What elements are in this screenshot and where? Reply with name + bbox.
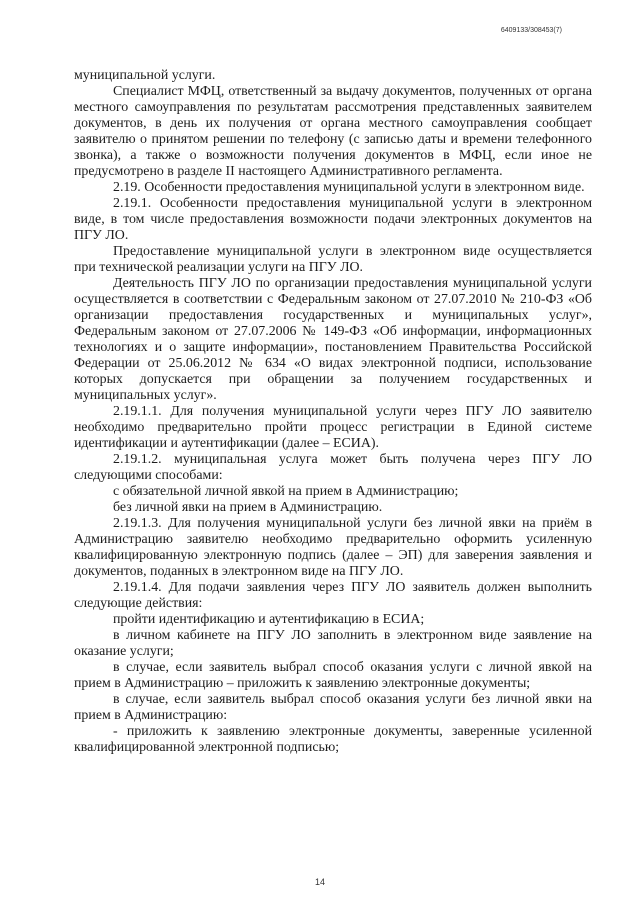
list-item: в случае, если заявитель выбрал способ оказания услуги без личной явки на прием в Администрацию: <box>74 692 592 723</box>
list-item: в личном кабинете на ПГУ ЛО заполнить в электронном виде заявление на оказание услуги; <box>74 628 592 659</box>
paragraph: 2.19.1.4. Для подачи заявления через ПГУ ЛО заявитель должен выполнить следующие действия: <box>74 580 592 611</box>
document-id: 6409133/308453(7) <box>500 27 562 34</box>
list-item: без личной явки на прием в Администрацию. <box>113 500 383 515</box>
paragraph: Предоставление муниципальной услуги в электронном виде осуществляется при технической реализации услуги на ПГУ ЛО. <box>74 244 592 275</box>
paragraph: Специалист МФЦ, ответственный за выдачу документов, полученных от органа местного самоуправления по результатам рассмотрения представленных заявителем документов, в день их получения от органа местного самоуправления сообщает заявителю о принятом решении по телефону (с записью даты и времени телефонного звонка), а также о возможности получения документов в МФЦ, если иное не предусмотрено в разделе II настоящего Административного регламента. <box>74 84 592 179</box>
paragraph: 2.19.1.2. муниципальная услуга может быть получена через ПГУ ЛО следующими способами: <box>74 452 592 483</box>
paragraph: 2.19.1.3. Для получения муниципальной услуги без личной явки на приём в Администрацию заявителю необходимо предварительно оформить усиленную квалифицированную электронную подпись (далее – ЭП) для заверения заявления и документов, поданных в электронном виде на ПГУ ЛО. <box>74 516 592 579</box>
document-body <box>74 68 592 756</box>
paragraph: Деятельность ПГУ ЛО по организации предоставления муниципальной услуги осуществляется в соответствии с Федеральным законом от 27.07.2010 № 210-ФЗ «Об организации предоставления государственных и муниципальных услуг», Федеральным законом от 27.07.2006 № 149-ФЗ «Об информации, информационных технологиях и о защите информации», постановлением Правительства Российской Федерации от 25.06.2012 № 634 «О видах электронной подписи, использование которых допускается при обращении за получением государственных и муниципальных услуг». <box>74 276 592 403</box>
list-item: в случае, если заявитель выбрал способ оказания услуги с личной явкой на прием в Администрацию – приложить к заявлению электронные документы; <box>74 660 592 691</box>
page-number: 14 <box>314 877 325 887</box>
paragraph: муниципальной услуги. <box>74 68 216 83</box>
paragraph: 2.19.1.1. Для получения муниципальной услуги через ПГУ ЛО заявителю необходимо предварительно пройти процесс регистрации в Единой системе идентификации и аутентификации (далее – ЕСИА). <box>74 404 592 451</box>
list-item: с обязательной личной явкой на прием в Администрацию; <box>113 484 459 499</box>
section-heading: 2.19. Особенности предоставления муниципальной услуги в электронном виде. <box>113 180 585 195</box>
list-item: - приложить к заявлению электронные документы, заверенные усиленной квалифицированной электронной подписью; <box>74 724 592 755</box>
paragraph: 2.19.1. Особенности предоставления муниципальной услуги в электронном виде, в том числе предоставления возможности подачи электронных документов на ПГУ ЛО. <box>74 196 592 243</box>
list-item: пройти идентификацию и аутентификацию в ЕСИА; <box>113 612 425 627</box>
